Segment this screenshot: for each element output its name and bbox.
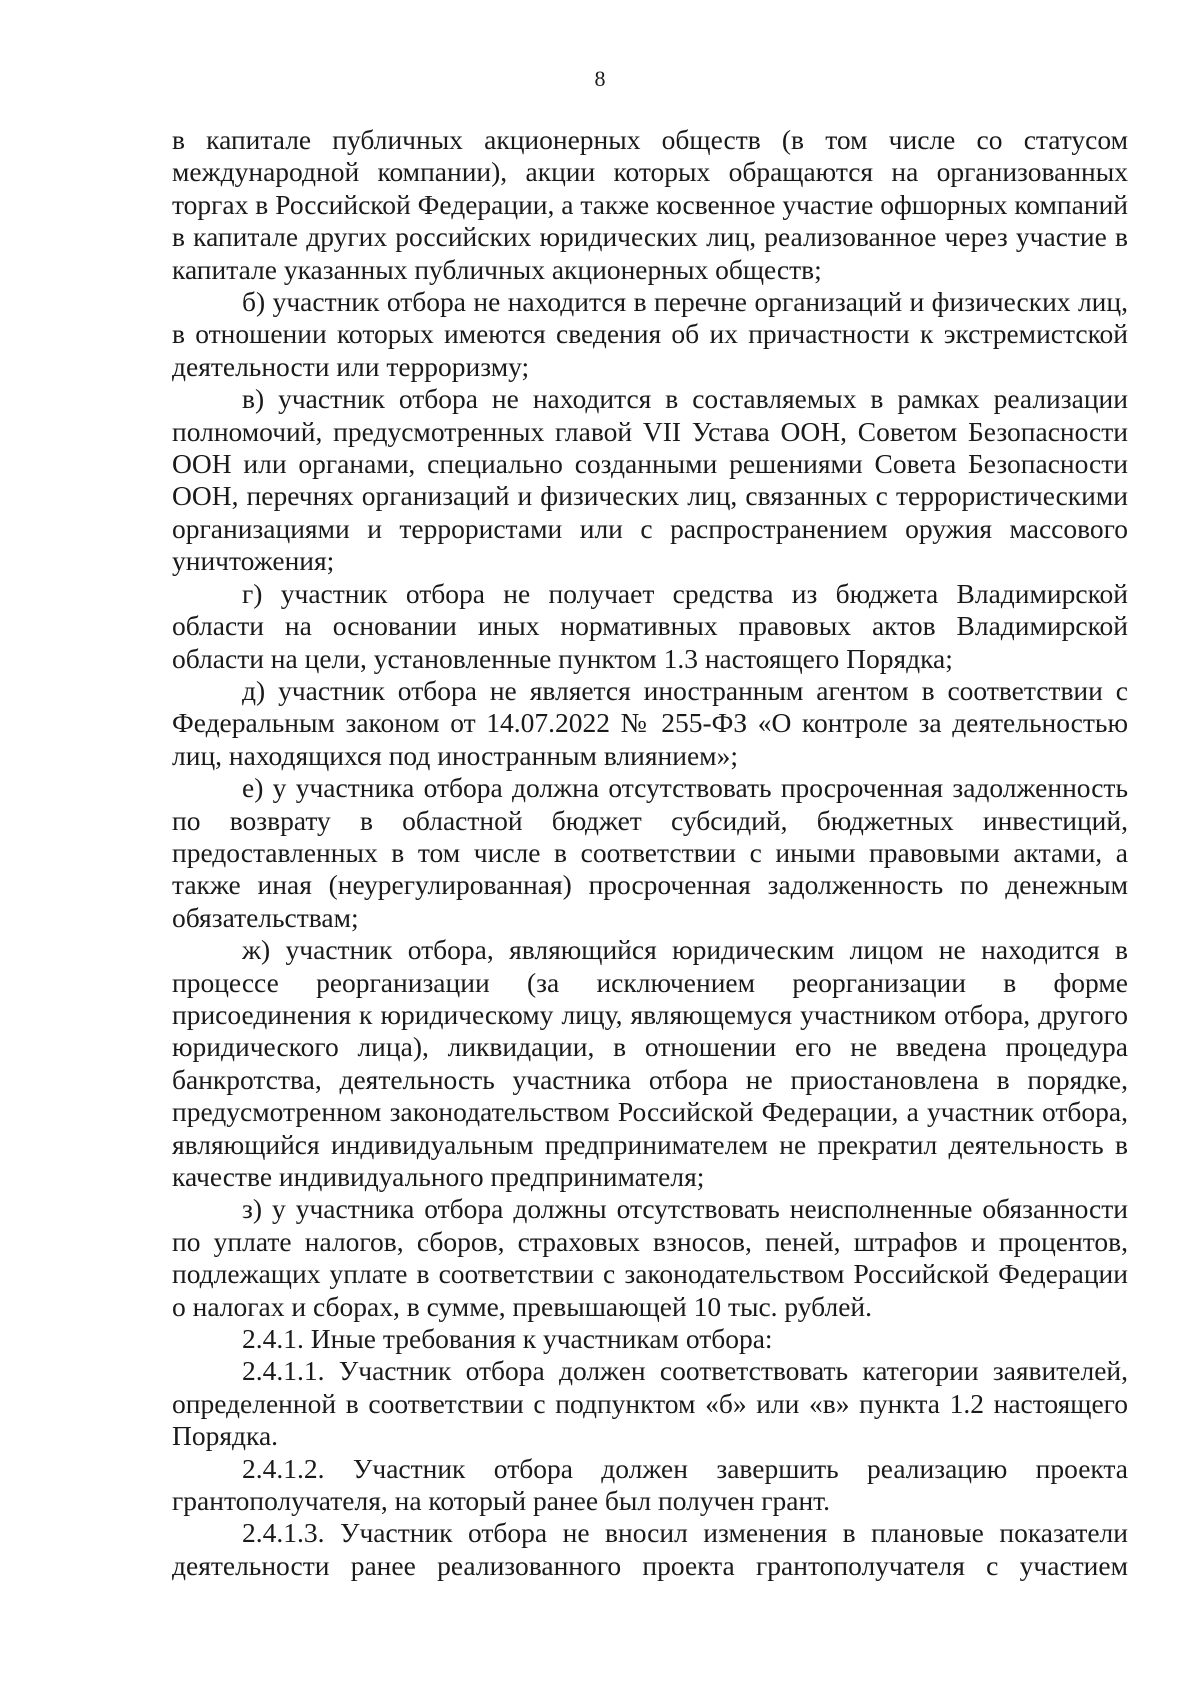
paragraph-item-g: г) участник отбора не получает средства из бюджета Владимирской области на основании иных нормативных правовых актов Владимирской области на цели, установленные пунктом 1.3 настоящего Порядка; xyxy=(172,577,1128,674)
paragraph-item-b: б) участник отбора не находится в перечне организаций и физических лиц, в отношении которых имеются сведения об их причастности к экстремистской деятельности или терроризму; xyxy=(172,286,1128,382)
paragraph-item-zh: ж) участник отбора, являющийся юридическим лицом не находится в процессе реорганизации (за исключением реорганизации в форме присоединения к юридическому лицу, являющемуся участником отбора, другого юридического лица), ликвидации, в отношении его не введена процедура банкротства, деятельность участника отбора не приостановлена в порядке, предусмотренном законодательством Российской Федерации, а участник отбора, являющийся индивидуальным предпринимателем не прекратил деятельность в качестве индивидуального предпринимателя; xyxy=(172,934,1128,1192)
document-body xyxy=(172,124,1128,1582)
paragraph-item-d: д) участник отбора не является иностранным агентом в соответствии с Федеральным законом от 14.07.2022 № 255-ФЗ «О контроле за деятельностью лиц, находящихся под иностранным влиянием»; xyxy=(172,674,1128,771)
paragraph-2-4-1-1: 2.4.1.1. Участник отбора должен соответствовать категории заявителей, определенной в соответствии с подпунктом «б» или «в» пункта 1.2 настоящего Порядка. xyxy=(172,1355,1128,1452)
paragraph-2-4-1-3: 2.4.1.3. Участник отбора не вносил изменения в плановые показатели деятельности ранее реализованного проекта грантополучателя с участием xyxy=(172,1517,1128,1581)
page-number: 8 xyxy=(594,66,606,91)
paragraph-continuation: в капитале публичных акционерных обществ (в том числе со статусом международной компании), акции которых обращаются на организованных торгах в Российской Федерации, а также косвенное участие офшорных компаний в капитале других российских юридических лиц, реализованное через участие в капитале указанных публичных акционерных обществ; xyxy=(172,124,1128,285)
paragraph-2-4-1-2: 2.4.1.2. Участник отбора должен завершить реализацию проекта грантополучателя, на который ранее был получен грант. xyxy=(172,1452,1128,1517)
paragraph-item-e: е) у участника отбора должна отсутствовать просроченная задолженность по возврату в областной бюджет субсидий, бюджетных инвестиций, предоставленных в том числе в соответствии с иными правовыми актами, а также иная (неурегулированная) просроченная задолженность по денежным обязательствам; xyxy=(172,772,1128,933)
paragraph-item-v: в) участник отбора не находится в составляемых в рамках реализации полномочий, предусмотренных главой VII Устава ООН, Советом Безопасности ООН или органами, специально созданными решениями Совета Безопасности ООН, перечнях организаций и физических лиц, связанных с террористическими организациями и террористами или с распространением оружия массового уничтожения; xyxy=(172,383,1128,577)
paragraph-2-4-1: 2.4.1. Иные требования к участникам отбора: xyxy=(242,1323,773,1355)
paragraph-item-z: з) у участника отбора должны отсутствовать неисполненные обязанности по уплате налогов, сборов, страховых взносов, пеней, штрафов и процентов, подлежащих уплате в соответствии с законодательством Российской Федерации о налогах и сборах, в сумме, превышающей 10 тыс. рублей. xyxy=(172,1193,1128,1322)
